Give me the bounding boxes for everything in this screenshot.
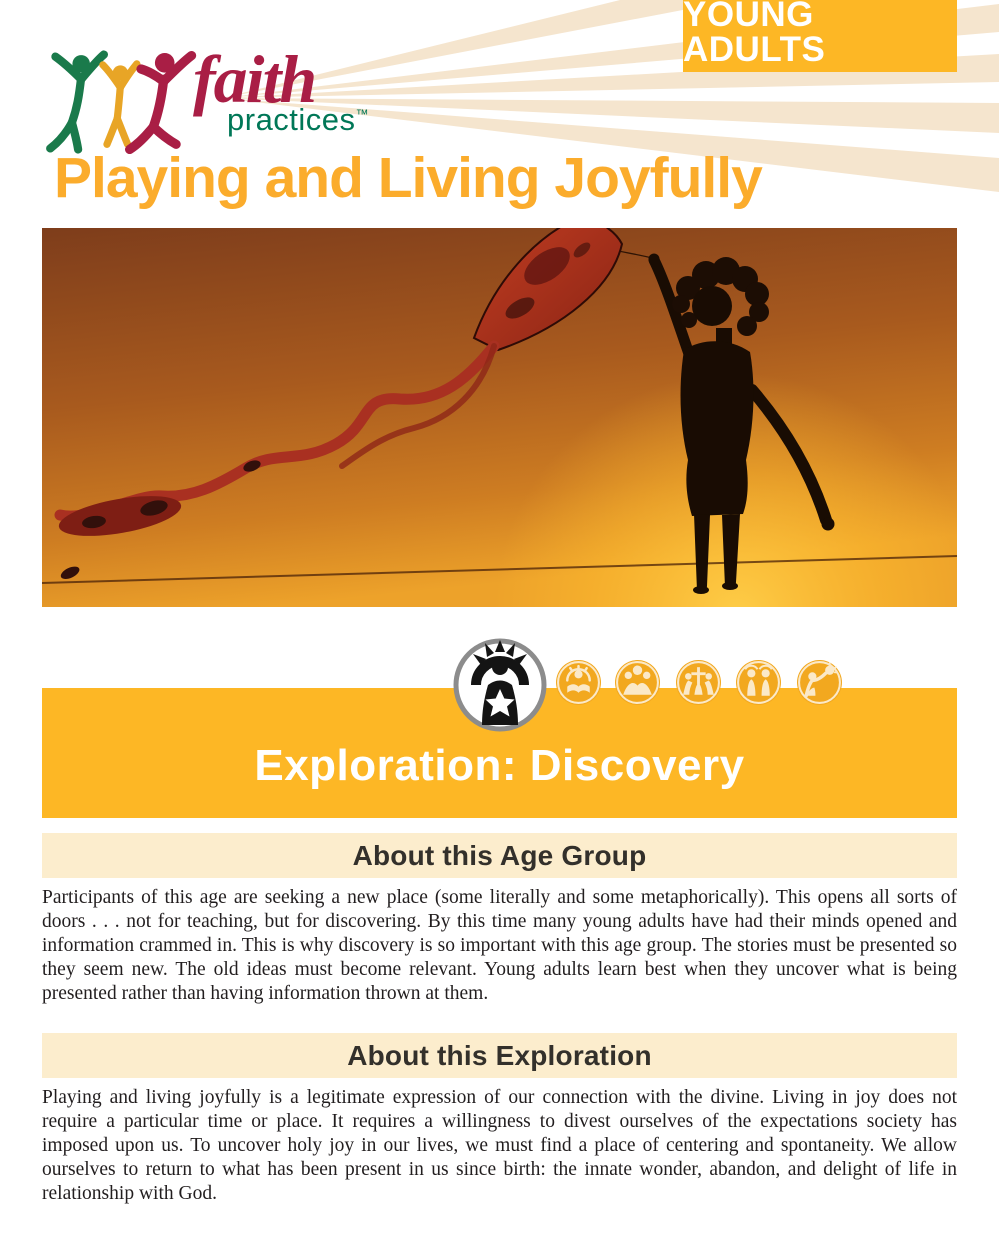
discovery-star-figure-icon	[452, 637, 548, 733]
audience-label: YOUNG ADULTS	[683, 0, 826, 69]
section-band-exploration	[42, 1033, 957, 1078]
logo-wordmark	[193, 41, 370, 138]
page-title: Playing and Living Joyfully	[54, 146, 762, 210]
family-figures-icon	[614, 659, 661, 706]
section-heading-exploration: About this Exploration	[347, 1039, 652, 1071]
logo-figures-icon	[42, 50, 207, 154]
figures-with-cross-icon	[675, 659, 722, 706]
figure-reaching-sun-icon	[796, 659, 843, 706]
kite-sunset-photo	[42, 228, 957, 607]
open-book-rays-icon	[555, 659, 602, 706]
audience-banner	[683, 0, 957, 72]
section-body-exploration: Playing and living joyfully is a legitimate expression of our connection with the divine. Living in joy does not require a particular time or place. It requires a willingness to divest ourselves of the expectations society has imposed upon us. To uncover holy joy in our lives, we must find a place of centering and spontaneity. We allow ourselves to return to what has been present in us since birth: the innate wonder, abandon, and delight of life in relationship with God.	[42, 1087, 957, 1204]
section-heading-age-group: About this Age Group	[352, 839, 647, 871]
two-praising-figures-icon	[735, 659, 782, 706]
section-body-age-group: Participants of this age are seeking a new place (some literally and some metaphorically). This opens all sorts of doors . . . not for teaching, but for discovering. By this time many young adults have had their minds opened and information crammed in. This is why discovery is so important with this age group. The stories must be presented so they seem new. The old ideas must become relevant. Young adults learn best when they uncover what is being presented rather than having information thrown at them.	[42, 887, 957, 1004]
logo-word-faith: faith	[193, 41, 316, 117]
section-band-age-group	[42, 833, 957, 878]
logo-word-practices: practices™	[227, 102, 370, 138]
trademark-symbol: ™	[355, 107, 370, 123]
exploration-title: Exploration: Discovery	[254, 741, 745, 790]
faith-practices-logo	[42, 41, 370, 154]
